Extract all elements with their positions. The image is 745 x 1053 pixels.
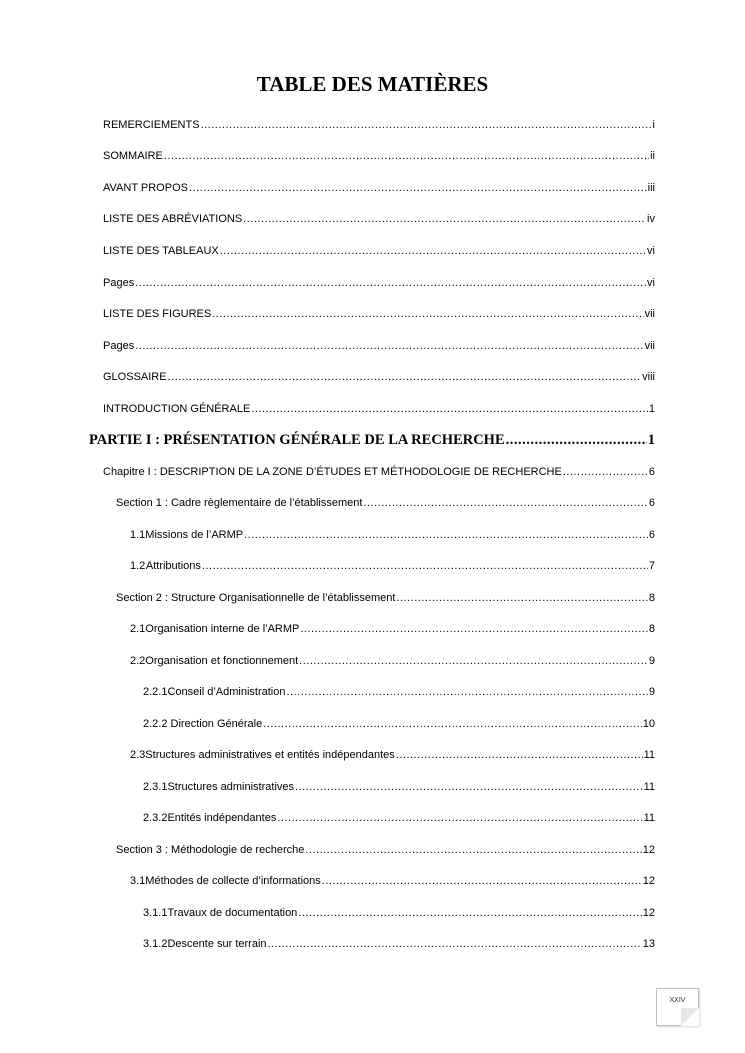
toc-entry-label: Descente sur terrain — [167, 938, 267, 950]
toc-entry-2-2-2[interactable] — [143, 717, 655, 731]
toc-entry-label: Structures administratives et entités indépendantes — [145, 749, 395, 761]
toc-entry-page: 11 — [643, 812, 655, 824]
toc-entry-number: 3.1 — [130, 875, 146, 887]
toc-entry-label: Direction Générale — [167, 718, 263, 730]
dot-leader — [322, 874, 642, 888]
toc-entry-3-1-2[interactable] — [143, 937, 655, 951]
dot-leader — [212, 307, 643, 321]
toc-entry-page: 10 — [642, 718, 655, 730]
toc-entry-number: 3.1.1 — [143, 907, 168, 919]
toc-entry-2-3-2[interactable] — [143, 811, 655, 825]
toc-entry-page: 6 — [648, 529, 655, 541]
toc-entry-label: Missions de l’ARMP — [145, 529, 244, 541]
toc-entry-page: 7 — [648, 560, 655, 572]
toc-entry-2-3[interactable] — [130, 748, 655, 762]
toc-entry-number: 2.2 — [130, 655, 146, 667]
toc-entry-label: Pages — [103, 277, 135, 289]
toc-entry-number: 2.2.1 — [143, 686, 168, 698]
toc-entry-page: 11 — [643, 749, 655, 761]
toc-entry-number: 3.1.2 — [143, 938, 168, 950]
toc-entry-pages-tableaux[interactable] — [103, 276, 655, 290]
dot-leader — [164, 149, 649, 163]
toc-entry-label: Pages — [103, 340, 135, 352]
dot-leader — [202, 559, 648, 573]
toc-entry-2-2-1[interactable] — [143, 685, 655, 699]
toc-entry-label: Méthodes de collecte d’informations — [145, 875, 321, 887]
toc-entry-page: ii — [650, 150, 655, 162]
toc-entry-number: 2.3.1 — [143, 781, 168, 793]
toc-entry-label: Attributions — [145, 560, 201, 572]
toc-entry-label: Structures administratives — [167, 781, 295, 793]
toc-entry-label: Conseil d’Administration — [167, 686, 286, 698]
page-number: XXIV — [669, 997, 686, 1004]
toc-entry-remerciements[interactable] — [103, 118, 655, 132]
dot-leader — [286, 685, 647, 699]
dot-leader — [201, 118, 652, 132]
toc-entry-introduction[interactable] — [103, 402, 655, 416]
toc-entry-1-1[interactable] — [130, 528, 655, 542]
toc-entry-page: 12 — [642, 875, 655, 887]
toc-entry-page: vii — [644, 340, 655, 352]
toc-entry-2-1[interactable] — [130, 622, 655, 636]
toc-entry-label: Organisation et fonctionnement — [145, 655, 299, 667]
toc-entry-page: viii — [642, 371, 655, 383]
dot-leader — [243, 212, 646, 226]
toc-entry-partie-1[interactable] — [89, 431, 655, 449]
toc-entry-number: 1.2 — [130, 560, 146, 572]
toc-entry-page: 11 — [643, 781, 655, 793]
toc-entry-page: iv — [647, 213, 655, 225]
toc-entry-label: REMERCIEMENTS — [103, 119, 200, 131]
toc-entry-label: GLOSSAIRE — [103, 371, 167, 383]
page-number-box — [656, 988, 699, 1026]
toc-entry-page: 1 — [648, 403, 655, 415]
dot-leader — [220, 244, 646, 258]
toc-entry-abreviations[interactable] — [103, 212, 655, 226]
toc-entry-section-2[interactable] — [116, 591, 655, 605]
toc-entry-label: SOMMAIRE — [103, 150, 163, 162]
toc-entry-avant-propos[interactable] — [103, 181, 655, 195]
toc-entry-label: AVANT PROPOS — [103, 182, 188, 194]
toc-entry-2-2[interactable] — [130, 654, 655, 668]
toc-entry-pages-figures[interactable] — [103, 339, 655, 353]
dot-leader — [299, 654, 648, 668]
toc-entry-section-3[interactable] — [116, 843, 655, 857]
dot-leader — [396, 591, 647, 605]
toc-entry-label: Section 1 : Cadre règlementaire de l’établissement — [116, 497, 363, 509]
toc-entry-number: 2.3.2 — [143, 812, 168, 824]
toc-entry-page: 6 — [648, 466, 655, 478]
toc-entry-page: 9 — [648, 655, 655, 667]
toc-entry-sommaire[interactable] — [103, 149, 655, 163]
toc-entry-number: 2.3 — [130, 749, 146, 761]
dot-leader — [563, 465, 648, 479]
dot-leader — [189, 181, 647, 195]
toc-entry-page: 12 — [642, 907, 655, 919]
toc-entry-tableaux[interactable] — [103, 244, 655, 258]
toc-entry-page: 1 — [647, 432, 655, 448]
dot-leader — [300, 622, 648, 636]
page-title: TABLE DES MATIÈRES — [256, 72, 489, 96]
dot-leader — [263, 717, 642, 731]
toc-entry-3-1-1[interactable] — [143, 906, 655, 920]
dot-leader — [277, 811, 642, 825]
toc-entry-label: Entités indépendantes — [167, 812, 277, 824]
dot-leader — [244, 528, 648, 542]
toc-entry-label: LISTE DES ABRÉVIATIONS — [103, 213, 243, 225]
toc-entry-page: vii — [644, 308, 655, 320]
dot-leader — [135, 339, 643, 353]
toc-entry-number: 2.2.2 — [143, 718, 168, 730]
dot-leader — [268, 937, 642, 951]
toc-entry-label: Section 2 : Structure Organisationnelle de l’établissement — [116, 592, 396, 604]
dot-leader — [295, 780, 643, 794]
dot-leader — [305, 843, 641, 857]
toc-entry-page: iii — [647, 182, 655, 194]
dot-leader — [506, 431, 647, 449]
toc-entry-chapitre-1[interactable] — [103, 465, 655, 479]
dot-leader — [251, 402, 648, 416]
toc-entry-number: 2.1 — [130, 623, 146, 635]
page-curl-decoration — [681, 1008, 699, 1026]
toc-entry-label: Section 3 : Méthodologie de recherche — [116, 844, 305, 856]
toc-entry-label: LISTE DES FIGURES — [103, 308, 212, 320]
dot-leader — [363, 496, 647, 510]
toc-entry-glossaire[interactable] — [103, 370, 655, 384]
toc-entry-page: vi — [647, 245, 655, 257]
toc-entry-page: 9 — [648, 686, 655, 698]
toc-entry-section-1[interactable] — [116, 496, 655, 510]
dot-leader — [396, 748, 643, 762]
toc-entry-2-3-1[interactable] — [143, 780, 655, 794]
dot-leader — [298, 906, 641, 920]
toc-entry-label: Travaux de documentation — [167, 907, 298, 919]
toc-entry-3-1[interactable] — [130, 874, 655, 888]
dot-leader — [168, 370, 642, 384]
toc-entry-page: 6 — [648, 497, 655, 509]
toc-entry-number: 1.1 — [130, 529, 146, 541]
toc-entry-page: 8 — [648, 623, 655, 635]
toc-entry-page: vi — [647, 277, 655, 289]
toc-entry-label: Chapitre I : DESCRIPTION DE LA ZONE D’ÉTUDES ET MÉTHODOLOGIE DE RECHERCHE — [103, 466, 562, 478]
toc-entry-label: INTRODUCTION GÉNÉRALE — [103, 403, 251, 415]
toc-entry-page: 13 — [642, 938, 655, 950]
toc-entry-label: Organisation interne de l’ARMP — [145, 623, 300, 635]
toc-entry-figures[interactable] — [103, 307, 655, 321]
toc-entry-label: PARTIE I : PRÉSENTATION GÉNÉRALE DE LA RECHERCHE — [89, 432, 505, 448]
toc-entry-page: i — [652, 119, 655, 131]
toc-entry-1-2[interactable] — [130, 559, 655, 573]
toc-entry-label: LISTE DES TABLEAUX — [103, 245, 219, 257]
toc-entry-page: 12 — [642, 844, 655, 856]
toc-entry-page: 8 — [648, 592, 655, 604]
dot-leader — [135, 276, 646, 290]
